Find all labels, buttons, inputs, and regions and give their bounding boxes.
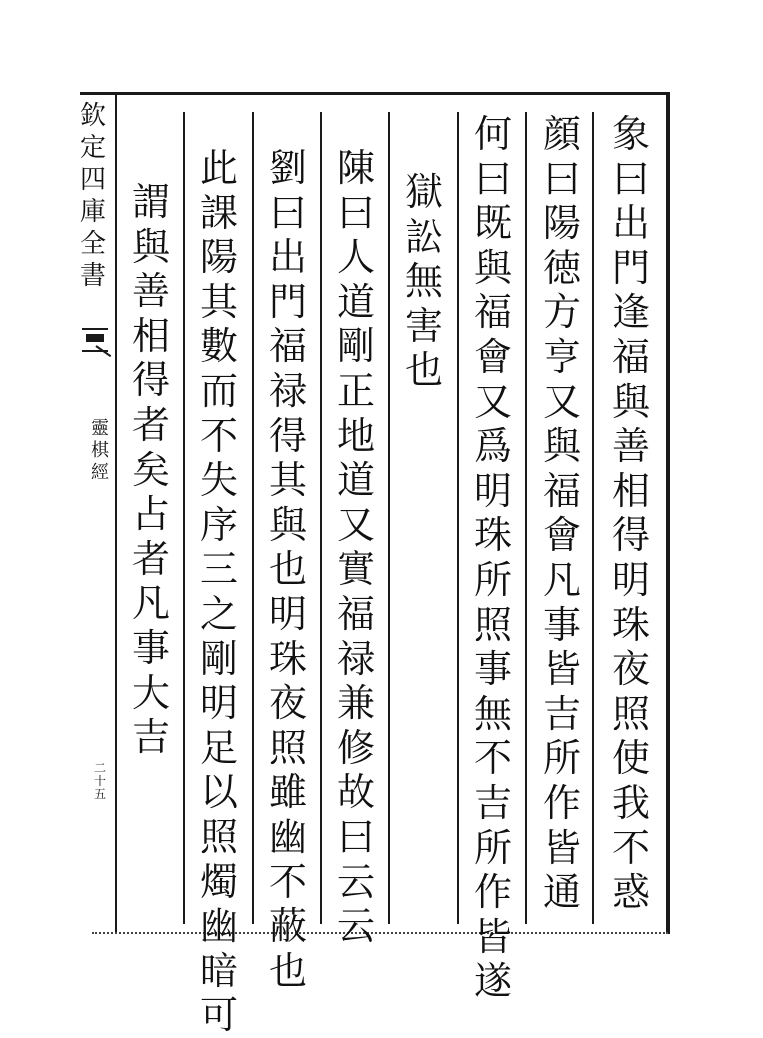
column-char: 禄	[268, 368, 307, 413]
spine-char: 書	[79, 261, 106, 291]
column-char: 門	[268, 279, 307, 324]
column-char: 事	[542, 602, 581, 647]
column-char: 足	[199, 725, 238, 770]
column-char: 與	[473, 245, 512, 290]
column-char: 照	[611, 691, 650, 736]
column-char: 與	[268, 502, 307, 547]
column-char: 相	[611, 468, 650, 513]
column-divider	[525, 112, 527, 924]
column-char: 也	[268, 948, 307, 993]
column-char: 剛	[336, 324, 375, 369]
column-char: 道	[336, 458, 375, 503]
column-char: 也	[268, 547, 307, 592]
column-char: 明	[268, 591, 307, 636]
column-char: 得	[131, 358, 170, 403]
column-char: 所	[473, 557, 512, 602]
column-char: 福	[611, 334, 650, 379]
column-char: 不	[199, 413, 238, 458]
column-char: 出	[268, 235, 307, 280]
page-number-char: 五	[93, 787, 106, 801]
column-char: 皆	[542, 647, 581, 692]
column-char: 爲	[473, 424, 512, 469]
column-char: 幽	[268, 814, 307, 859]
column-char: 訟	[404, 214, 443, 259]
column-char: 蔽	[268, 904, 307, 949]
column-char: 何	[473, 112, 512, 156]
column-char: 得	[268, 413, 307, 458]
column-char: 云	[336, 859, 375, 904]
column-divider	[320, 112, 322, 924]
column-char: 所	[542, 736, 581, 781]
column-char: 善	[131, 269, 170, 314]
column-char: 會	[542, 513, 581, 558]
frame-left-border	[115, 92, 117, 934]
text-column-1	[608, 112, 654, 915]
column-char: 以	[199, 770, 238, 815]
column-char: 不	[268, 859, 307, 904]
column-char: 與	[611, 379, 650, 424]
column-char: 之	[199, 591, 238, 636]
column-char: 陽	[199, 235, 238, 280]
column-char: 亨	[542, 334, 581, 379]
column-char: 三	[199, 547, 238, 592]
column-char: 福	[542, 468, 581, 513]
column-char: 也	[404, 348, 443, 393]
column-char: 通	[542, 870, 581, 915]
column-char: 課	[199, 190, 238, 235]
column-char: 得	[611, 513, 650, 558]
column-char: 者	[131, 402, 170, 447]
column-char: 道	[336, 279, 375, 324]
column-char: 可	[199, 993, 238, 1038]
frame-right-border	[666, 92, 670, 934]
column-char: 珠	[611, 602, 650, 647]
page-number-char: 二	[93, 761, 106, 775]
frame-top-border	[80, 92, 670, 95]
column-char: 不	[473, 736, 512, 781]
text-column-5	[333, 146, 379, 949]
column-char: 吉	[473, 780, 512, 825]
column-char: 作	[542, 780, 581, 825]
column-char: 事	[131, 625, 170, 670]
column-char: 其	[268, 458, 307, 503]
column-char: 門	[611, 245, 650, 290]
column-char: 凡	[131, 581, 170, 626]
column-char: 與	[542, 424, 581, 469]
column-char: 失	[199, 458, 238, 503]
column-char: 不	[611, 825, 650, 870]
column-char: 明	[611, 557, 650, 602]
text-column-6	[265, 146, 311, 993]
text-column-3	[470, 112, 516, 1004]
column-char: 會	[473, 334, 512, 379]
spine-char: 四	[79, 165, 106, 195]
column-char: 又	[542, 379, 581, 424]
column-char: 照	[473, 602, 512, 647]
column-char: 又	[473, 379, 512, 424]
column-char: 幽	[199, 904, 238, 949]
column-char: 正	[336, 368, 375, 413]
column-char: 方	[542, 290, 581, 335]
fish-tail-fill	[86, 334, 104, 342]
spine-series-title	[78, 100, 108, 292]
column-char: 我	[611, 780, 650, 825]
column-char: 照	[199, 814, 238, 859]
column-char: 而	[199, 368, 238, 413]
column-divider	[183, 112, 185, 924]
column-char: 無	[473, 691, 512, 736]
column-char: 珠	[473, 513, 512, 558]
column-char: 禄	[336, 636, 375, 681]
column-char: 吉	[542, 691, 581, 736]
book-title-char: 靈	[91, 418, 109, 439]
column-char: 者	[131, 536, 170, 581]
column-char: 故	[336, 770, 375, 815]
column-char: 象	[611, 112, 650, 156]
column-char: 使	[611, 736, 650, 781]
column-char: 出	[611, 201, 650, 246]
column-char: 獄	[404, 170, 443, 214]
column-char: 曰	[473, 156, 512, 201]
column-char: 曰	[542, 156, 581, 201]
column-char: 徳	[542, 245, 581, 290]
column-char: 兼	[336, 681, 375, 726]
column-char: 皆	[542, 825, 581, 870]
column-char: 作	[473, 870, 512, 915]
column-char: 善	[611, 424, 650, 469]
column-char: 修	[336, 725, 375, 770]
column-char: 人	[336, 235, 375, 280]
column-char: 福	[336, 591, 375, 636]
column-char: 陽	[542, 201, 581, 246]
column-char: 夜	[611, 647, 650, 692]
column-char: 大	[131, 670, 170, 715]
column-char: 矣	[131, 447, 170, 492]
column-char: 地	[336, 413, 375, 458]
column-char: 福	[473, 290, 512, 335]
spine-char: 全	[79, 229, 106, 259]
column-char: 惑	[611, 870, 650, 915]
text-column-4	[401, 170, 447, 393]
text-column-8	[128, 180, 174, 760]
column-char: 雖	[268, 770, 307, 815]
text-column-2	[539, 112, 585, 915]
spine-char: 定	[79, 133, 106, 163]
spine-char: 欽	[79, 101, 106, 131]
column-char: 害	[404, 303, 443, 348]
column-char: 云	[336, 904, 375, 949]
column-char: 曰	[268, 190, 307, 235]
column-char: 明	[199, 681, 238, 726]
column-divider	[252, 112, 254, 924]
column-char: 曰	[611, 156, 650, 201]
book-title-char: 棋	[91, 440, 109, 461]
column-divider	[388, 112, 390, 924]
column-char: 明	[473, 468, 512, 513]
column-char: 剛	[199, 636, 238, 681]
column-char: 劉	[268, 146, 307, 190]
column-char: 事	[473, 647, 512, 692]
column-char: 所	[473, 825, 512, 870]
column-char: 燭	[199, 859, 238, 904]
column-char: 數	[199, 324, 238, 369]
column-char: 占	[131, 492, 170, 537]
spine-char: 庫	[79, 197, 106, 227]
column-char: 陳	[336, 146, 375, 190]
column-char: 其	[199, 279, 238, 324]
text-column-7	[196, 146, 242, 1038]
column-char: 實	[336, 547, 375, 592]
column-char: 福	[268, 324, 307, 369]
column-char: 珠	[268, 636, 307, 681]
page-number-char: 十	[93, 774, 106, 788]
column-char: 夜	[268, 681, 307, 726]
column-char: 謂	[131, 180, 170, 224]
column-char: 無	[404, 259, 443, 304]
column-char: 序	[199, 502, 238, 547]
column-char: 相	[131, 313, 170, 358]
column-char: 暗	[199, 948, 238, 993]
column-char: 照	[268, 725, 307, 770]
column-char: 曰	[336, 814, 375, 859]
book-title-char: 經	[91, 462, 109, 483]
column-char: 既	[473, 201, 512, 246]
column-char: 遂	[473, 959, 512, 1004]
column-char: 皆	[473, 914, 512, 959]
bottom-dotted-edge	[92, 932, 668, 934]
column-char: 此	[199, 146, 238, 190]
column-char: 顔	[542, 112, 581, 156]
column-char: 與	[131, 224, 170, 269]
column-divider	[592, 112, 594, 924]
column-char: 凡	[542, 557, 581, 602]
column-char: 逢	[611, 290, 650, 335]
column-char: 曰	[336, 190, 375, 235]
column-char: 又	[336, 502, 375, 547]
column-char: 吉	[131, 715, 170, 760]
column-divider	[457, 112, 459, 924]
spine-book-title	[88, 418, 112, 484]
spine-page-number	[90, 762, 110, 801]
